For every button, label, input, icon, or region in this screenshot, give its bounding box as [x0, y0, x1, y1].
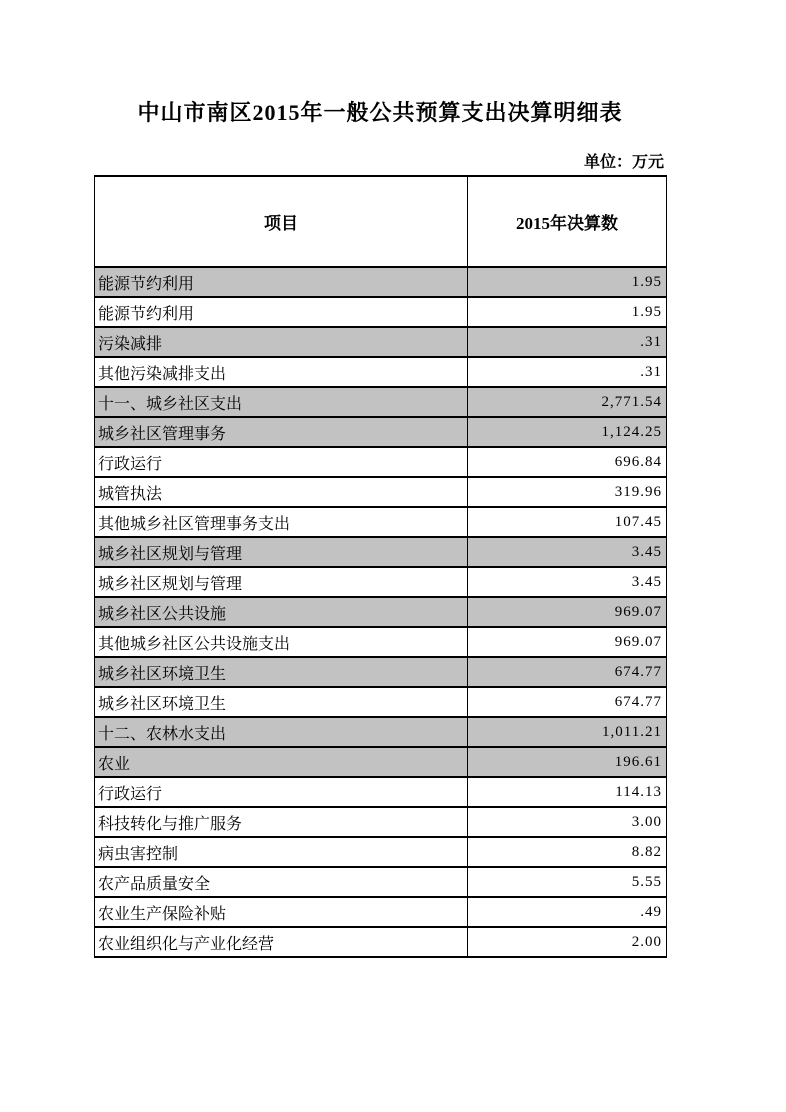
table-row: [95, 297, 667, 327]
value-cell: 674.77: [468, 657, 667, 687]
item-cell: 十二、农林水支出: [95, 717, 468, 747]
item-cell: 病虫害控制: [95, 837, 468, 867]
item-cell: 城乡社区管理事务: [95, 417, 468, 447]
item-cell: 能源节约利用: [95, 297, 468, 327]
value-cell: 696.84: [468, 447, 667, 477]
value-cell: .49: [468, 897, 667, 927]
value-cell: 1,011.21: [468, 717, 667, 747]
item-cell: 科技转化与推广服务: [95, 807, 468, 837]
item-cell: 其他污染减排支出: [95, 357, 468, 387]
value-cell: 969.07: [468, 597, 667, 627]
header-cell-item: 项目: [95, 176, 468, 267]
table-row: [95, 327, 667, 357]
table-row: [95, 537, 667, 567]
value-cell: 969.07: [468, 627, 667, 657]
value-cell: 114.13: [468, 777, 667, 807]
table-row: [95, 417, 667, 447]
table-body: [95, 267, 667, 957]
value-cell: 674.77: [468, 687, 667, 717]
value-cell: 5.55: [468, 867, 667, 897]
table-row: [95, 267, 667, 297]
item-cell: 城乡社区公共设施: [95, 597, 468, 627]
table-row: [95, 837, 667, 867]
item-cell: 其他城乡社区管理事务支出: [95, 507, 468, 537]
table-row: [95, 627, 667, 657]
value-cell: 1.95: [468, 267, 667, 297]
item-cell: 农业: [95, 747, 468, 777]
header-cell-amount: 2015年决算数: [468, 176, 667, 267]
table-row: [95, 567, 667, 597]
value-cell: 3.45: [468, 537, 667, 567]
item-cell: 城乡社区环境卫生: [95, 657, 468, 687]
table-row: [95, 807, 667, 837]
value-cell: .31: [468, 357, 667, 387]
table-row: [95, 357, 667, 387]
document-content: [94, 0, 666, 1112]
value-cell: 3.00: [468, 807, 667, 837]
table-row: [95, 927, 667, 957]
table-row: [95, 597, 667, 627]
item-cell: 污染减排: [95, 327, 468, 357]
table-row: [95, 897, 667, 927]
value-cell: 319.96: [468, 477, 667, 507]
table-row: [95, 657, 667, 687]
item-cell: 农产品质量安全: [95, 867, 468, 897]
table-row: [95, 447, 667, 477]
value-cell: 1.95: [468, 297, 667, 327]
item-cell: 城管执法: [95, 477, 468, 507]
item-cell: 农业生产保险补贴: [95, 897, 468, 927]
table-row: [95, 747, 667, 777]
value-cell: 2.00: [468, 927, 667, 957]
value-cell: 1,124.25: [468, 417, 667, 447]
table-row: [95, 477, 667, 507]
table-row: [95, 867, 667, 897]
table-row: [95, 387, 667, 417]
item-cell: 城乡社区环境卫生: [95, 687, 468, 717]
table-row: [95, 777, 667, 807]
item-cell: 行政运行: [95, 777, 468, 807]
item-cell: 行政运行: [95, 447, 468, 477]
value-cell: 107.45: [468, 507, 667, 537]
page-title: 中山市南区2015年一般公共预算支出决算明细表: [137, 100, 623, 125]
item-cell: 能源节约利用: [95, 267, 468, 297]
table-header-row: [95, 176, 667, 267]
table-row: [95, 717, 667, 747]
budget-table: [94, 175, 667, 958]
unit-label: 单位：万元: [583, 154, 664, 171]
table-row: [95, 687, 667, 717]
table-row: [95, 507, 667, 537]
item-cell: 城乡社区规划与管理: [95, 567, 468, 597]
item-cell: 十一、城乡社区支出: [95, 387, 468, 417]
item-cell: 农业组织化与产业化经营: [95, 927, 468, 957]
value-cell: 8.82: [468, 837, 667, 867]
value-cell: 2,771.54: [468, 387, 667, 417]
value-cell: .31: [468, 327, 667, 357]
value-cell: 196.61: [468, 747, 667, 777]
value-cell: 3.45: [468, 567, 667, 597]
item-cell: 城乡社区规划与管理: [95, 537, 468, 567]
item-cell: 其他城乡社区公共设施支出: [95, 627, 468, 657]
